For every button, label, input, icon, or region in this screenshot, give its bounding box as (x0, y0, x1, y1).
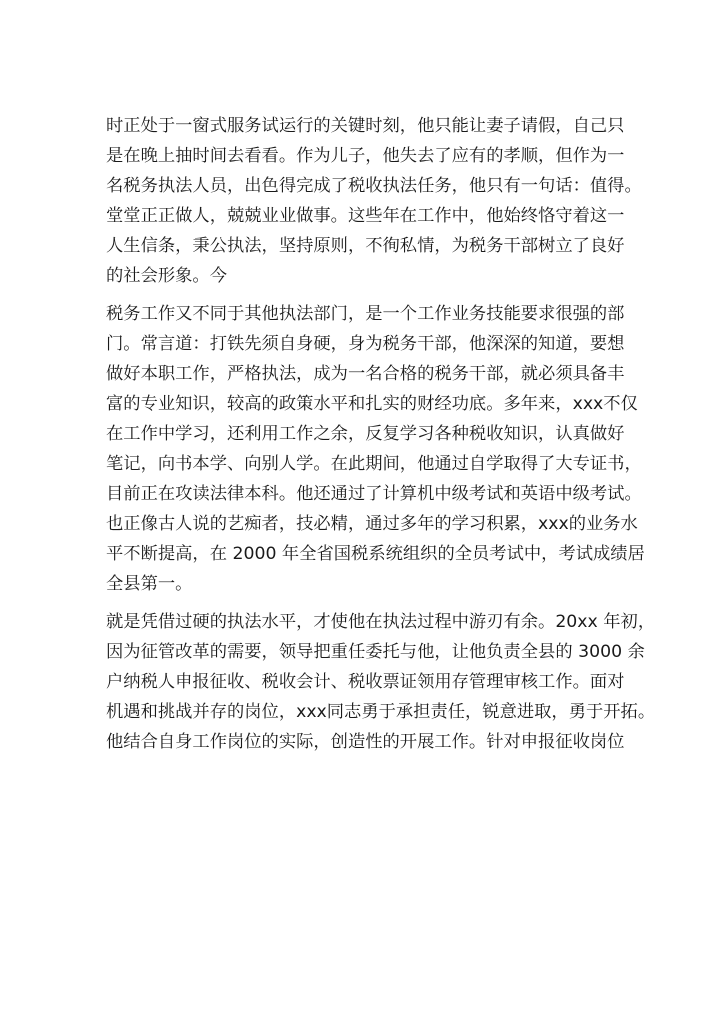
text-line: 是在晚上抽时间去看看。作为儿子，他失去了应有的孝顺，但作为一 (106, 146, 625, 167)
text-line: 人生信条，秉公执法，坚持原则，不徇私情，为税务干部树立了良好 (106, 236, 625, 257)
text-line: 机遇和挑战并存的岗位，xxx同志勇于承担责任，锐意进取，勇于开拓。 (106, 701, 656, 722)
text-line: 的社会形象。今 (106, 266, 227, 287)
text-line: 门。常言道：打铁先须自身硬，身为税务干部，他深深的知道，要想 (106, 333, 625, 354)
text-line: 也正像古人说的艺痴者，技必精，通过多年的学习积累，xxx的业务水 (106, 514, 638, 535)
text-line: 平不断提高，在 2000 年全省国税系统组织的全员考试中，考试成绩居 (106, 544, 645, 565)
text-line: 笔记，向书本学、向别人学。在此期间，他通过自学取得了大专证书， (106, 454, 642, 475)
text-line: 堂堂正正做人，兢兢业业做事。这些年在工作中，他始终恪守着这一 (106, 206, 625, 227)
text-line: 做好本职工作，严格执法，成为一名合格的税务干部，就必须具备丰 (106, 363, 625, 384)
text-line: 他结合自身工作岗位的实际，创造性的开展工作。针对申报征收岗位 (106, 731, 625, 752)
text-line: 目前正在攻读法律本科。他还通过了计算机中级考试和英语中级考试。 (106, 484, 642, 505)
text-line: 名税务执法人员，出色得完成了税收执法任务，他只有一句话：值得。 (106, 176, 642, 197)
text-line: 富的专业知识，较高的政策水平和扎实的财经功底。多年来，xxx不仅 (106, 393, 638, 414)
text-line: 因为征管改革的需要，领导把重任委托与他，让他负责全县的 3000 余 (106, 641, 645, 662)
document-body (106, 111, 656, 764)
text-line: 税务工作又不同于其他执法部门，是一个工作业务技能要求很强的部 (106, 303, 625, 324)
text-line: 全县第一。 (106, 574, 193, 595)
text-line: 在工作中学习，还利用工作之余，反复学习各种税收知识，认真做好 (106, 423, 625, 444)
paragraph-2 (106, 299, 645, 600)
text-line: 户纳税人申报征收、税收会计、税收票证领用存管理审核工作。面对 (106, 671, 625, 692)
paragraph-3 (106, 607, 656, 757)
text-line: 就是凭借过硬的执法水平，才使他在执法过程中游刃有余。20xx 年初， (106, 611, 656, 632)
text-line: 时正处于一窗式服务试运行的关键时刻，他只能让妻子请假，自己只 (106, 116, 625, 136)
paragraph-1 (106, 111, 642, 292)
